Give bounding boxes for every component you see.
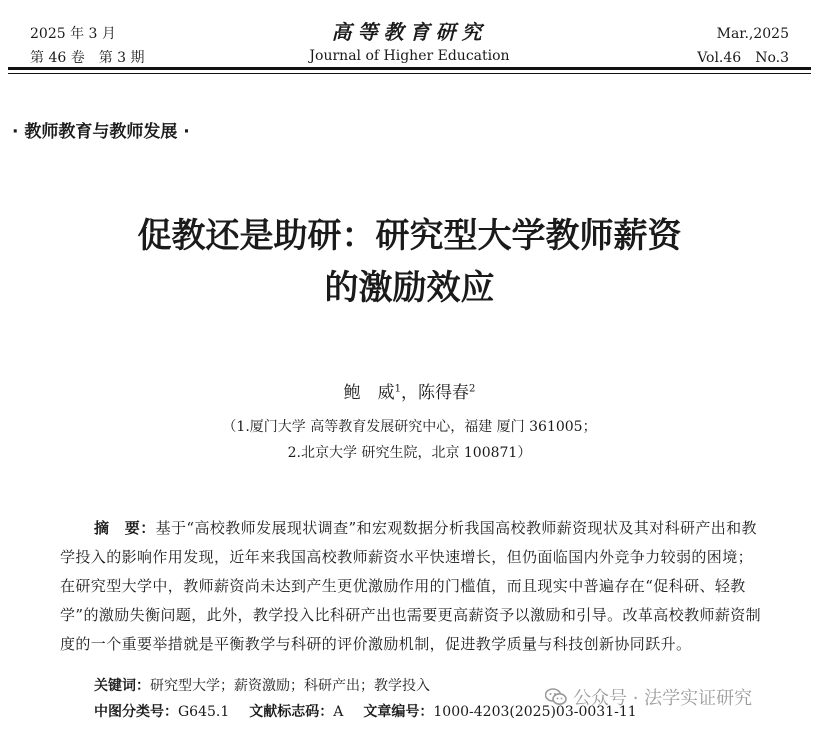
watermark-text: 公众号 · 法学实证研究 [573,688,753,709]
keywords [94,675,430,695]
abstract-text: 基于“高校教师发展现状调查”和宏观数据分析我国高校教师薪资现状及其对科研产出和教学投入的影响作用发现，近年来我国高校教师薪资水平快速增长，但仍面临国内外竞争力较弱的困境；在研究型大学中，教师薪资尚未达到产生更优激励作用的门槛值，而且现实中普遍存在“促科研、轻教学”的激励失衡问题，此外，教学投入比科研产出也需要更高薪资予以激励和引导。改革高校教师薪资制度的一个重要举措就是平衡教学与科研的评价激励机制，促进教学质量与科技创新协同跃升。 [60,519,762,653]
title-line-2: 的激励效应 [324,268,495,308]
keywords-label: 关键词： [94,678,150,694]
doc-code-label: 文献标志码： [249,704,334,720]
header-right [697,22,789,70]
author-affil-mark: 2 [469,383,476,395]
affiliation-line: 2.北京大学 研究生院，北京 100871） [287,445,532,461]
doc-code-value: A [333,704,344,720]
title-line-1: 促教还是助研：研究型大学教师薪资 [137,216,682,256]
author-list [0,378,819,403]
affiliations [0,414,819,466]
keywords-text: 研究型大学；薪资激励；科研产出；教学投入 [150,678,430,694]
journal-name-cn: 高等教育研究 [331,20,488,44]
author-name: 陈得春 [418,383,469,403]
abstract [60,514,765,659]
header-issue-en: Vol.46 No.3 [697,50,789,66]
header-rule-thick [8,67,811,70]
article-title [0,210,819,314]
journal-name-en: Journal of Higher Education [309,48,510,64]
abstract-label: 摘 要： [94,519,156,537]
header-date-cn: 2025 年 3 月 [30,26,116,42]
header-date-en: Mar.,2025 [716,26,789,42]
header-issue-cn: 第 46 卷 第 3 期 [30,50,145,66]
header-rule-thin [8,73,811,74]
affiliation-line: （1.厦门大学 高等教育发展研究中心，福建 厦门 361005； [222,419,597,435]
author-affil-mark: 1 [394,383,401,395]
author-name: 鲍 威 [343,383,395,403]
clc-value: G645.1 [178,704,230,720]
clc-label: 中图分类号： [94,704,178,720]
wechat-icon [545,688,567,706]
article-number-value: 1000-4203(2025)03-0031-11 [433,704,637,720]
author-separator: ， [401,383,418,403]
watermark [545,684,752,710]
section-heading: · 教师教育与教师发展 · [12,122,190,142]
article-number-label: 文章编号： [363,704,434,720]
